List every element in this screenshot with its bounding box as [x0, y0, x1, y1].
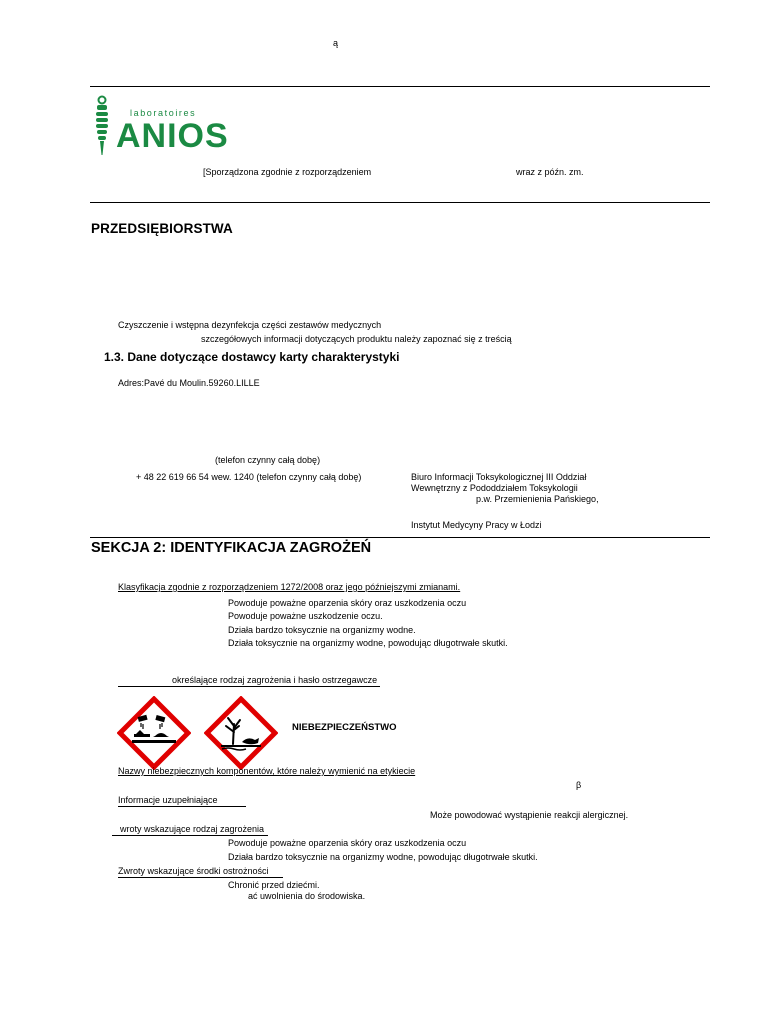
supplier-heading: 1.3. Dane dotyczące dostawcy karty charakterystyki: [104, 350, 400, 364]
top-mark: ą: [333, 38, 339, 48]
allergic-note: Może powodować wystąpienie reakcji alergicznej.: [430, 810, 629, 820]
supplier-address: Adres:Pavé du Moulin.59260.LILLE: [118, 378, 260, 388]
emergency-phone: + 48 22 619 66 54 wew. 1240 (telefon czynny całą dobę): [136, 472, 362, 482]
classification-item: Działa toksycznie na organizmy wodne, powodując długotrwałe skutki.: [228, 638, 508, 648]
use-line-1: Czyszczenie i wstępna dezynfekcja części zestawów medycznych: [118, 320, 382, 330]
use-line-2: szczegółowych informacji dotyczących produktu należy zapoznać się z treścią: [201, 334, 512, 344]
section2-heading: SEKCJA 2: IDENTYFIKACJA ZAGROŻEŃ: [91, 540, 372, 556]
bureau-line-3: p.w. Przemienienia Pańskiego,: [476, 494, 599, 504]
beta-mark: β: [576, 780, 582, 790]
divider-top: [90, 86, 710, 87]
phone-note: (telefon czynny całą dobę): [215, 455, 321, 465]
classification-item: Powoduje poważne oparzenia skóry oraz uszkodzenia oczu: [228, 598, 467, 608]
precaution-label: Zwroty wskazujące środki ostrożności: [118, 866, 283, 878]
regulation-left: [Sporządzona zgodnie z rozporządzeniem: [203, 167, 372, 177]
pictogram-label: określające rodzaj zagrożenia i hasło ostrzegawcze: [118, 675, 380, 687]
classification-label: Klasyfikacja zgodnie z rozporządzeniem 1272/2008 oraz jego późniejszymi zmianami.: [118, 582, 461, 592]
divider-header: [90, 202, 710, 203]
precaution-statement: ać uwolnienia do środowiska.: [248, 891, 366, 901]
bureau-line-1: Biuro Informacji Toksykologicznej III Oddział: [411, 472, 587, 482]
signal-word: NIEBEZPIECZEŃSTWO: [292, 722, 397, 733]
bureau-line-2: Wewnętrzny z Pododdziałem Toksykologii: [411, 483, 578, 493]
corrosion-icon: [117, 696, 191, 770]
logo-brand: ANIOS: [116, 117, 229, 155]
additional-label: Informacje uzupełniające: [118, 795, 246, 807]
classification-item: Działa bardzo toksycznie na organizmy wodne.: [228, 625, 416, 635]
regulation-right: wraz z późn. zm.: [516, 167, 584, 177]
hazard-statement: Działa bardzo toksycznie na organizmy wodne, powodując długotrwałe skutki.: [228, 852, 538, 862]
precaution-statement: Chronić przed dziećmi.: [228, 880, 320, 890]
institute: Instytut Medycyny Pracy w Łodzi: [411, 520, 542, 530]
section1-heading: PRZEDSIĘBIORSTWA: [91, 221, 233, 236]
classification-item: Powoduje poważne uszkodzenie oczu.: [228, 611, 383, 621]
components-label: Nazwy niebezpiecznych komponentów, które należy wymienić na etykiecie: [118, 766, 416, 776]
divider-section2: [90, 537, 710, 538]
logo-tagline: laboratoires: [130, 108, 197, 118]
hazard-statement: Powoduje poważne oparzenia skóry oraz uszkodzenia oczu: [228, 838, 467, 848]
pipette-icon: [90, 95, 116, 157]
hazard-label: wroty wskazujące rodzaj zagrożenia: [112, 824, 268, 836]
environment-icon: [204, 696, 278, 770]
